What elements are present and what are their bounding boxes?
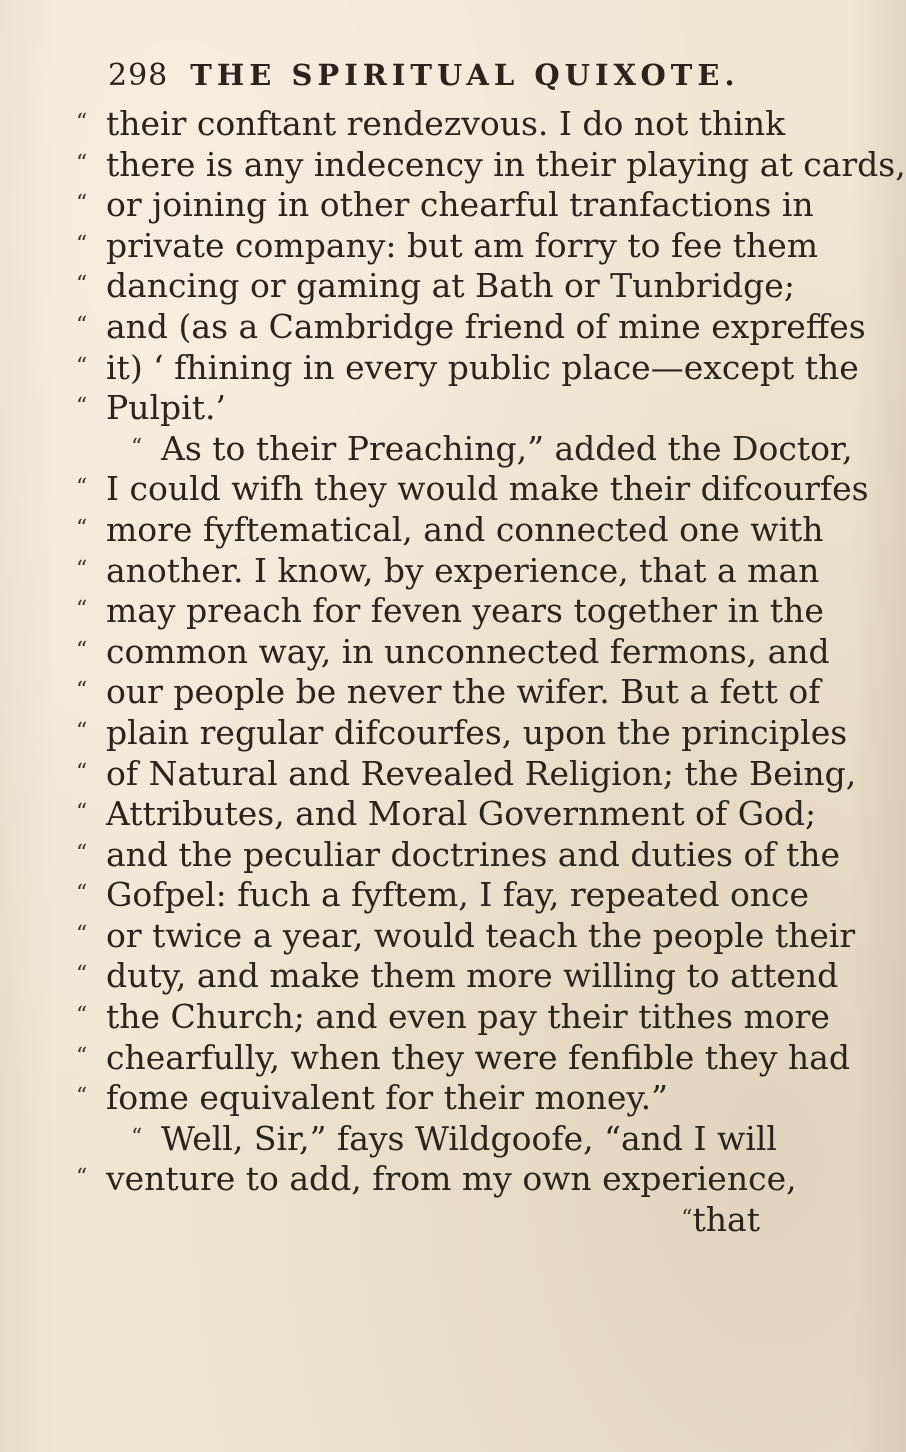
line-text: Attributes, and Moral Government of God; [106,794,817,834]
quote-mark: “ [76,475,88,501]
quote-mark: “ [76,1165,88,1191]
line-text: fome equivalent for their money.” [106,1078,669,1118]
quote-mark: “ [76,1003,88,1029]
text-line [76,874,810,915]
line-text: and (as a Cambridge friend of mine expreffes [106,306,866,346]
text-line [76,265,795,306]
text-line [76,671,821,712]
page-number: 298 [108,58,169,93]
line-text: of Natural and Revealed Religion; the Being, [106,753,857,793]
text-line [76,712,848,753]
line-text: our people be never the wifer. But a fett of [106,672,821,712]
quote-mark: “ [76,312,88,338]
text-line [76,387,790,428]
quote-mark: “ [76,637,88,663]
text-line [76,144,906,185]
line-text: the Church; and even pay their tithes more [106,997,830,1037]
line-text: another. I know, by experience, that a man [106,550,820,590]
line-text: I could wifh they would make their difcourfes [106,469,869,509]
quote-mark: “ [76,110,88,135]
page-text [76,103,906,1240]
quote-mark: “ [76,272,88,298]
text-line [76,915,856,956]
line-text: more fyftematical, and connected one with [106,509,824,549]
text-line [76,955,839,996]
line-text: duty, and make them more willing to attend [106,956,839,996]
quote-mark: “ [76,840,88,866]
text-line [76,834,841,875]
text-line [76,1037,850,1078]
text-line [76,590,824,631]
line-text: Well, Sir,” fays Wildgoofe, “and I will [161,1118,777,1158]
text-line [76,468,869,509]
text-line [76,1077,790,1118]
quote-mark: “ [76,150,88,176]
quote-mark: “ [76,759,88,785]
text-line [76,306,866,347]
text-line [76,753,857,794]
line-text: that [692,1200,760,1240]
line-text: there is any indecency in their playing at cards, [106,144,906,184]
line-text: or twice a year, would teach the people their [106,915,856,955]
line-text: private company: but am forry to fee them [106,225,819,265]
quote-mark: “ [76,394,88,420]
quote-mark: “ [131,434,143,460]
quote-mark: “ [76,1043,88,1069]
text-line [76,184,814,225]
text-line [108,1199,790,1240]
quote-mark: “ [131,1124,143,1150]
quote-mark: “ [681,1206,693,1232]
line-text: it) ‘ fhining in every public place—except the [106,347,859,387]
line-text: may preach for feven years together in the [106,591,824,631]
text-line [108,428,853,469]
line-text: Pulpit.’ [106,388,226,428]
text-line [76,631,830,672]
line-text: chearfully, when they were fenfible they had [106,1037,850,1077]
text-line [76,550,820,591]
quote-mark: “ [76,353,88,379]
running-head [108,58,790,93]
quote-mark: “ [76,597,88,623]
text-line [76,347,859,388]
running-title: THE SPIRITUAL QUIXOTE. [190,58,740,92]
quote-mark: “ [76,678,88,704]
line-text: and the peculiar doctrines and duties of the [106,834,841,874]
text-line [76,509,824,550]
text-line [76,996,830,1037]
text-line [76,103,790,144]
quote-mark: “ [76,231,88,257]
line-text: As to their Preaching,” added the Doctor, [161,428,853,468]
line-text: their conftant rendezvous. I do not think [106,104,786,143]
quote-mark: “ [76,921,88,947]
line-text: or joining in other chearful tranfactions in [106,185,814,225]
text-line [76,793,817,834]
quote-mark: “ [76,800,88,826]
quote-mark: “ [76,962,88,988]
quote-mark: “ [76,191,88,217]
text-line [76,1158,797,1199]
quote-mark: “ [76,881,88,907]
quote-mark: “ [76,718,88,744]
line-text: common way, in unconnected fermons, and [106,631,830,671]
text-line [108,1118,790,1159]
quote-mark: “ [76,556,88,582]
quote-mark: “ [76,1084,88,1110]
text-line [76,225,819,266]
line-text: Gofpel: fuch a fyftem, I fay, repeated once [106,875,810,915]
line-text: plain regular difcourfes, upon the principles [106,712,848,752]
quote-mark: “ [76,515,88,541]
line-text: venture to add, from my own experience, [106,1159,797,1199]
line-text: dancing or gaming at Bath or Tunbridge; [106,266,795,306]
